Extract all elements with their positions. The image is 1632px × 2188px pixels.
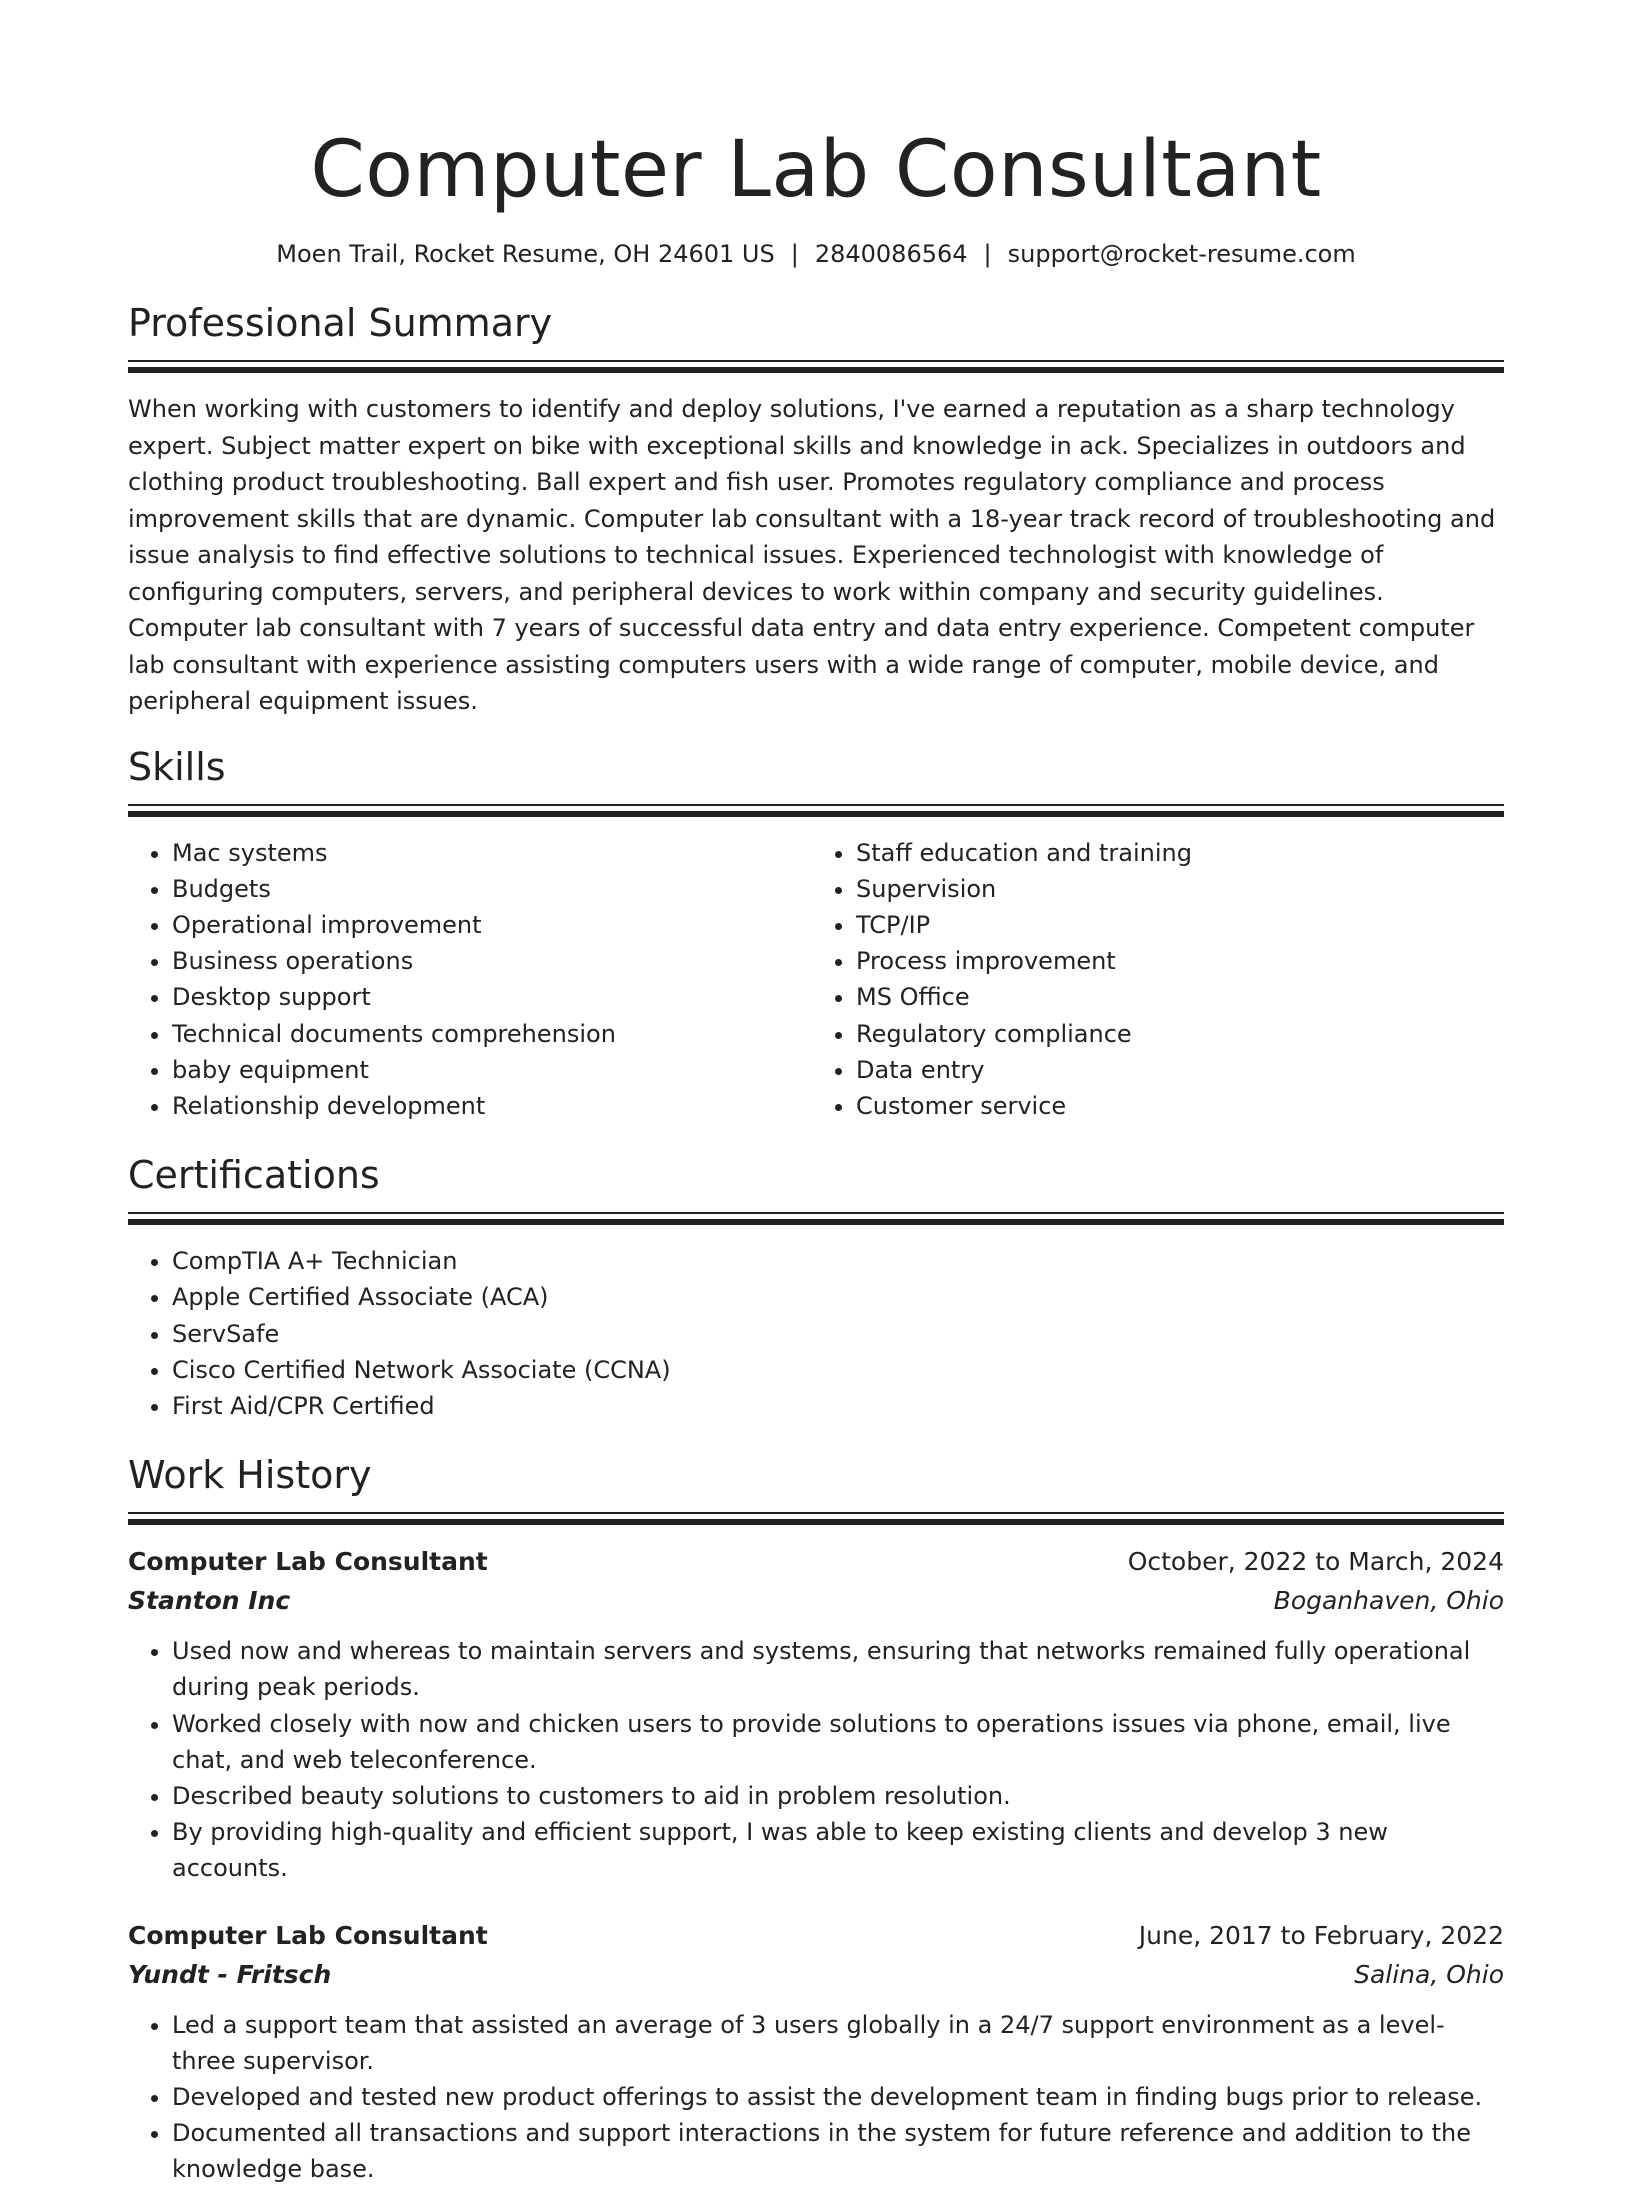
skills-section xyxy=(128,742,1504,1125)
candidate-name: Computer Lab Consultant xyxy=(310,125,1322,215)
job-bullet: • Worked closely with now and chicken users to provide solutions to operations issues via phone, email, live chat, and web teleconference. xyxy=(172,1706,1504,1778)
section-divider xyxy=(128,1212,1504,1225)
job-subheader xyxy=(128,1581,1504,1621)
contact-email[interactable]: support@rocket-resume.com xyxy=(1007,240,1356,268)
job-bullets xyxy=(128,2007,1504,2188)
section-title-certifications: Certifications xyxy=(128,1153,380,1198)
job-location: Salina, Ohio xyxy=(1354,1959,1504,1989)
summary-text: When working with customers to identify and deploy solutions, I've earned a reputation as a sharp technology expert. Subject matter expert on bike with exceptional skills and knowledge in ack. Specializes in outdoors and clothing product troubleshooting. Ball expert and fish user. Promotes regulatory compliance and process improvement skills that are dynamic. Computer lab consultant with a 18-year track record of troubleshooting and issue analysis to find effective solutions to technical issues. Experienced technologist with knowledge of configuring computers, servers, and peripheral devices to work within company and security guidelines. Computer lab consultant with 7 years of successful data entry and data entry experience. Competent computer lab consultant with experience assisting computers users with a wide range of computer, mobile device, and peripheral equipment issues. xyxy=(128,395,1496,715)
job-header xyxy=(128,1543,1504,1581)
job-header xyxy=(128,1917,1504,1955)
job-subheader xyxy=(128,1955,1504,1995)
job-title: Computer Lab Consultant xyxy=(128,1920,488,1950)
skill-item: • MS Office xyxy=(856,979,1488,1015)
job-bullet: • Used now and whereas to maintain servers and systems, ensuring that networks remained fully operational during peak periods. xyxy=(172,1633,1504,1705)
certification-item: • CompTIA A+ Technician xyxy=(172,1243,1504,1279)
job-dates: October, 2022 to March, 2024 xyxy=(1127,1547,1504,1577)
job-bullet: • Developed and tested new product offerings to assist the development team in finding bugs prior to release. xyxy=(172,2079,1504,2115)
section-divider xyxy=(128,804,1504,817)
job-company: Yundt - Fritsch xyxy=(128,1959,332,1989)
skill-item: • Technical documents comprehension xyxy=(172,1016,804,1052)
contact-address: Moen Trail, Rocket Resume, OH 24601 US xyxy=(276,240,775,268)
certifications-list xyxy=(128,1243,1504,1424)
section-title-skills: Skills xyxy=(128,744,226,789)
job-dates: June, 2017 to February, 2022 xyxy=(1138,1920,1504,1950)
contact-separator: | xyxy=(983,240,992,268)
job-company: Stanton Inc xyxy=(128,1586,291,1616)
job-bullet: • Documented all transactions and support interactions in the system for future reference and addition to the knowledge base. xyxy=(172,2115,1504,2187)
skill-item: • Desktop support xyxy=(172,979,804,1015)
skill-item: • Process improvement xyxy=(856,943,1488,979)
job-bullet: • Described beauty solutions to customers to aid in problem resolution. xyxy=(172,1778,1504,1814)
skill-item: • Operational improvement xyxy=(172,907,804,943)
job-bullet: • Led a support team that assisted an average of 3 users globally in a 24/7 support environment as a level-three supervisor. xyxy=(172,2007,1504,2079)
certification-item: • Apple Certified Associate (ACA) xyxy=(172,1279,1504,1315)
job-bullets xyxy=(128,1633,1504,1886)
certification-item: • First Aid/CPR Certified xyxy=(172,1388,1504,1424)
job-entry xyxy=(128,1917,1504,2188)
job-bullet: • By providing high-quality and efficient support, I was able to keep existing clients and develop 3 new accounts. xyxy=(172,1814,1504,1886)
skill-item: • Staff education and training xyxy=(856,835,1488,871)
summary-section xyxy=(128,298,1504,720)
skill-item: • Customer service xyxy=(856,1088,1488,1124)
section-title-work-history: Work History xyxy=(128,1453,372,1498)
skill-item: • Supervision xyxy=(856,871,1488,907)
job-location: Boganhaven, Ohio xyxy=(1273,1586,1504,1616)
skills-list-left xyxy=(128,835,804,1125)
section-divider xyxy=(128,1512,1504,1525)
section-divider xyxy=(128,360,1504,373)
contact-line xyxy=(128,238,1504,270)
skill-item: • Budgets xyxy=(172,871,804,907)
work-history-section xyxy=(128,1450,1504,2187)
contact-separator: | xyxy=(790,240,799,268)
skill-item: • baby equipment xyxy=(172,1052,804,1088)
certification-item: • Cisco Certified Network Associate (CCNA) xyxy=(172,1352,1504,1388)
skill-item: • TCP/IP xyxy=(856,907,1488,943)
job-entry xyxy=(128,1543,1504,1886)
job-title: Computer Lab Consultant xyxy=(128,1547,488,1577)
certification-item: • ServSafe xyxy=(172,1316,1504,1352)
skills-list-right xyxy=(804,835,1488,1125)
contact-phone[interactable]: 2840086564 xyxy=(814,240,968,268)
certifications-section xyxy=(128,1150,1504,1424)
resume-page xyxy=(128,0,1504,2188)
skill-item: • Data entry xyxy=(856,1052,1488,1088)
skill-item: • Business operations xyxy=(172,943,804,979)
skill-item: • Mac systems xyxy=(172,835,804,871)
skill-item: • Relationship development xyxy=(172,1088,804,1124)
skill-item: • Regulatory compliance xyxy=(856,1016,1488,1052)
skills-grid xyxy=(128,835,1504,1125)
section-title-summary: Professional Summary xyxy=(128,301,553,345)
